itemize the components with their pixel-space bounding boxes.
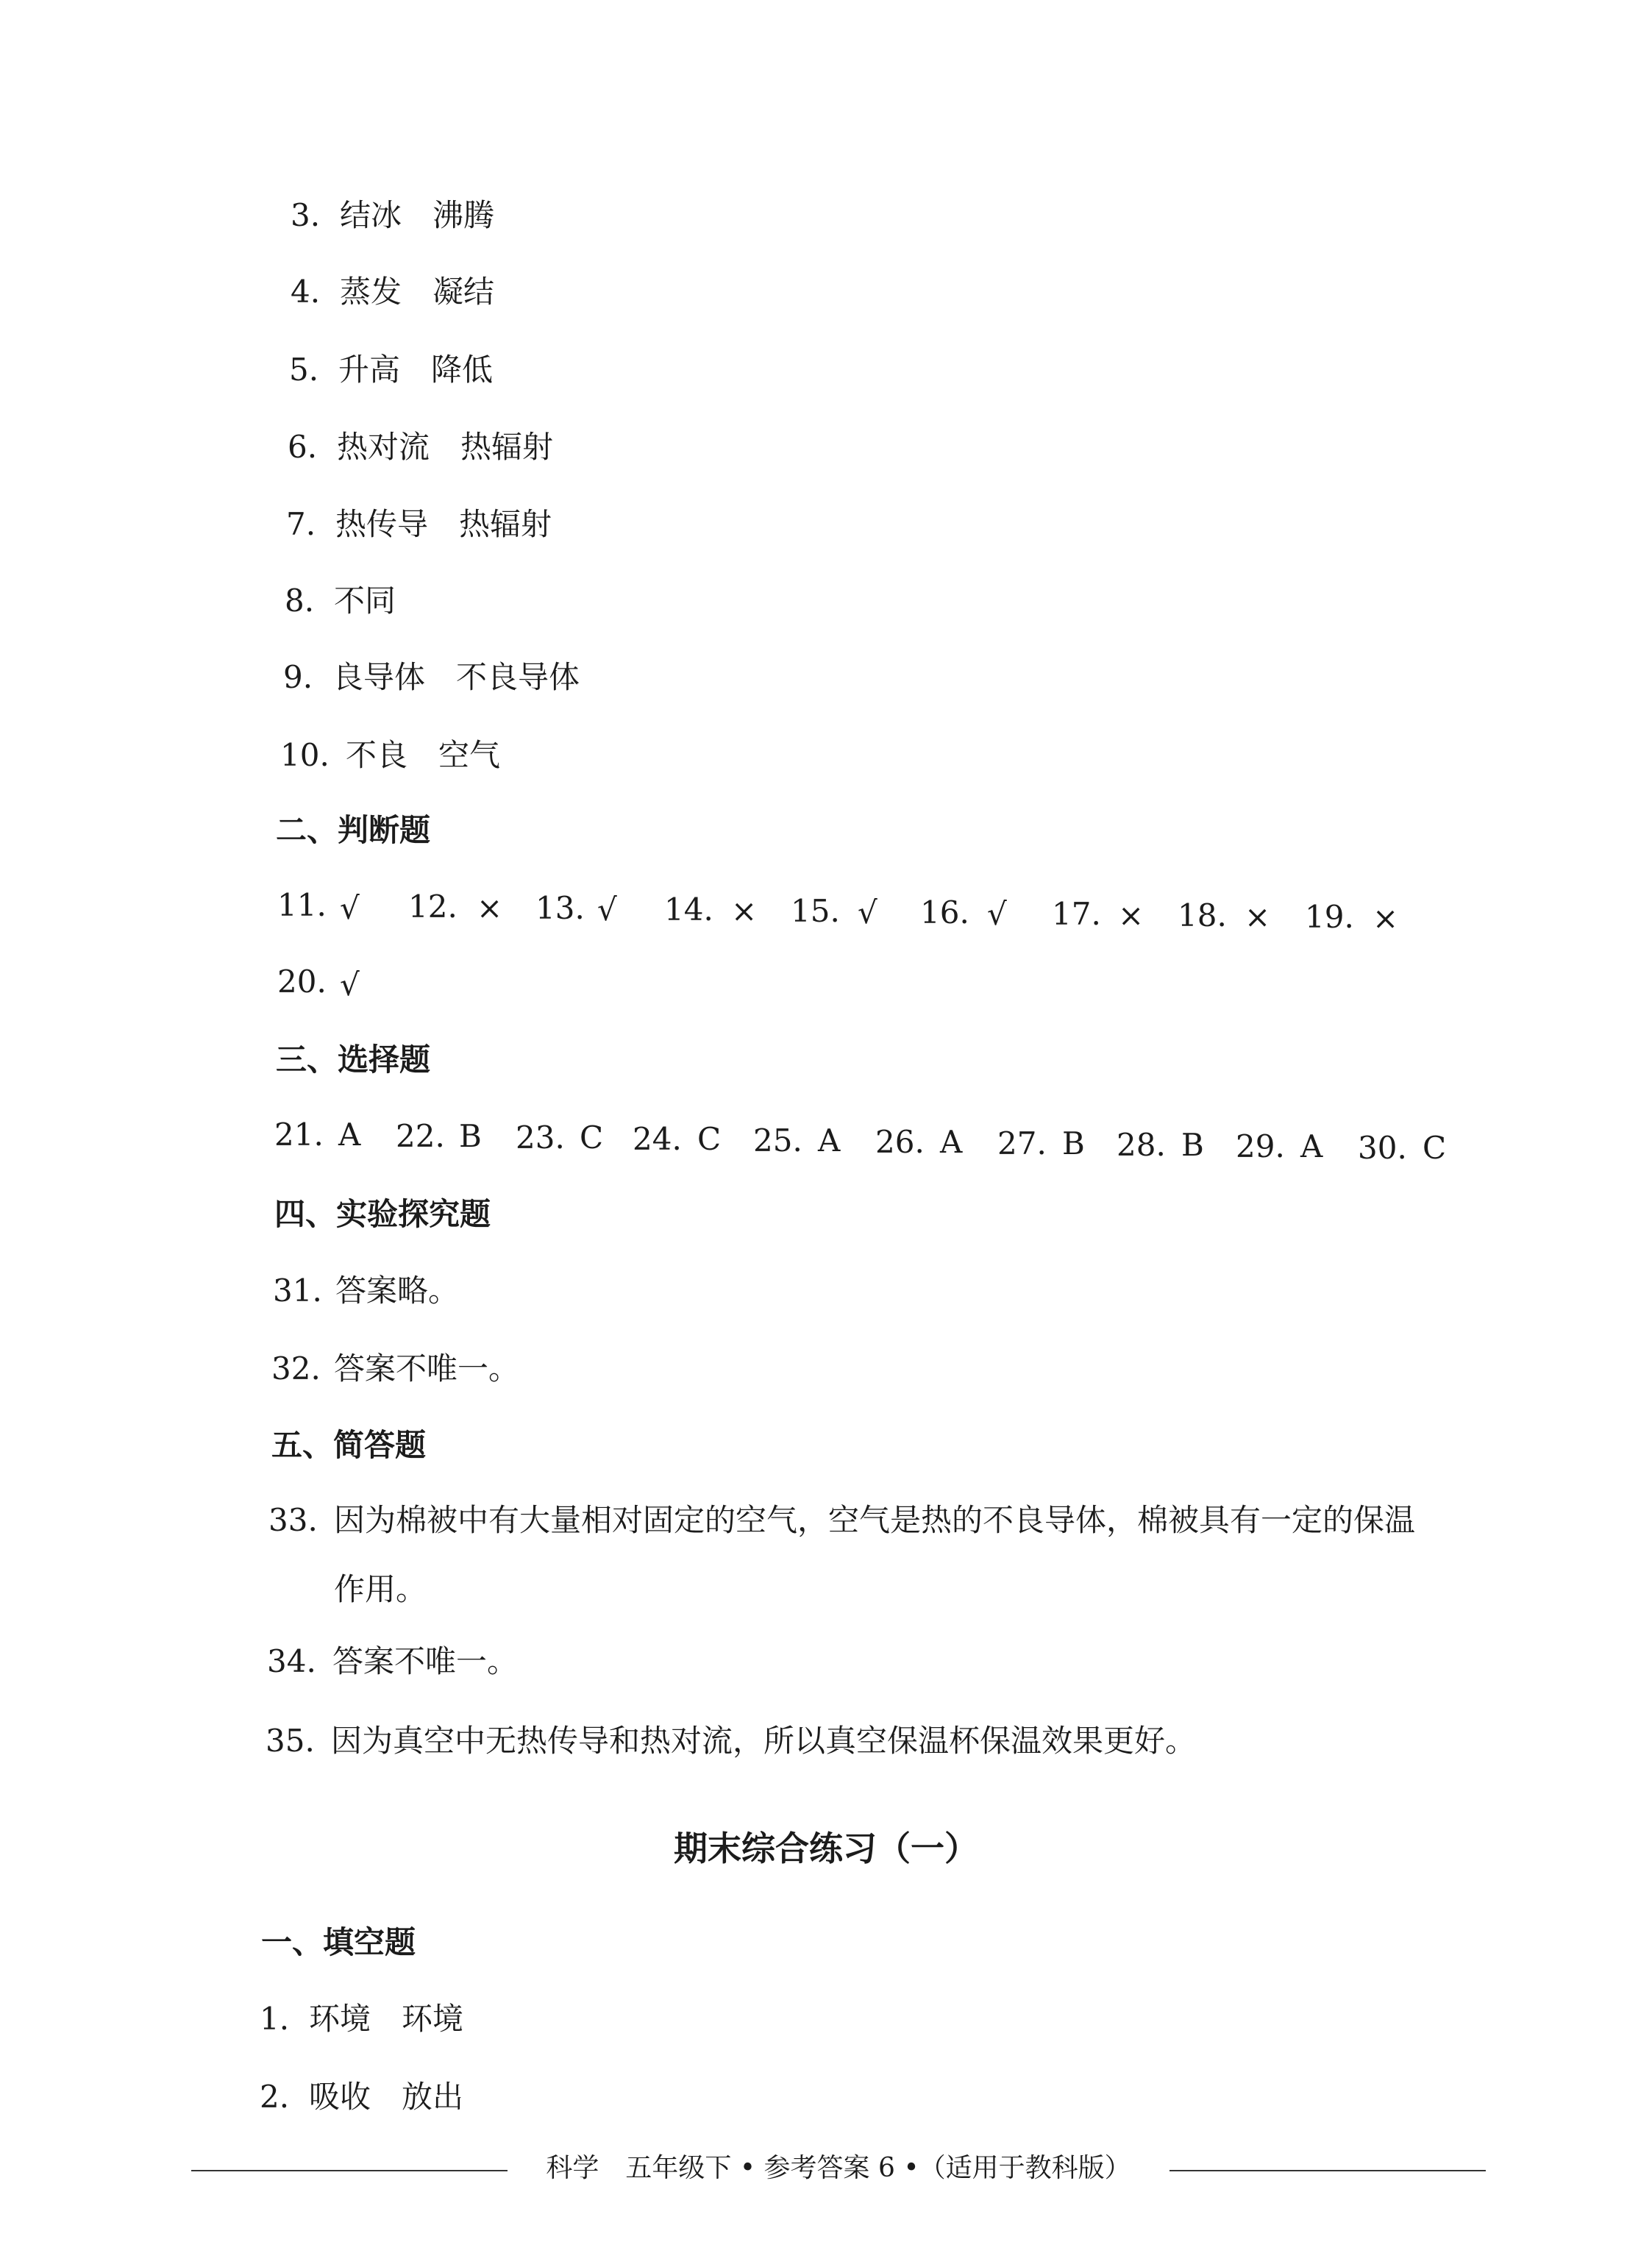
- item-text: 答案不唯一。: [332, 1643, 519, 1679]
- judge-num: 17.: [1052, 896, 1101, 932]
- item-num: 35.: [266, 1723, 315, 1759]
- item-num: 1.: [260, 2001, 290, 2037]
- item-text: 良导体 不良导体: [332, 659, 580, 695]
- choice-num: 24.: [633, 1121, 682, 1157]
- item-text: 吸收 放出: [309, 2079, 464, 2115]
- judge-answer: √: [987, 896, 1007, 932]
- item-text-continued: 作用。: [334, 1571, 427, 1607]
- section-heading-short: 五、简答题: [271, 1427, 427, 1463]
- item-text: 不同: [334, 583, 396, 619]
- choice-num: 27.: [997, 1125, 1047, 1161]
- item-num: 3.: [291, 197, 321, 233]
- choice-answer: C: [580, 1120, 604, 1156]
- item-text: 环境 环境: [309, 2001, 464, 2037]
- choice-num: 23.: [516, 1120, 565, 1156]
- item-text: 热传导 热辐射: [335, 506, 552, 542]
- choice-num: 25.: [753, 1122, 802, 1159]
- judge-num: 19.: [1305, 899, 1354, 935]
- section-heading-choice: 三、选择题: [276, 1042, 431, 1078]
- footer-text: 科学 五年级下 • 参考答案 6 •（适用于教科版）: [508, 2155, 1169, 2182]
- judge-num: 16.: [920, 894, 969, 930]
- choice-answer: A: [818, 1122, 841, 1159]
- item-num: 5.: [289, 352, 319, 388]
- item-text: 答案不唯一。: [334, 1350, 520, 1387]
- judge-num: 13.: [535, 890, 585, 926]
- item-text: 因为真空中无热传导和热对流，所以真空保温杯保温效果更好。: [331, 1723, 1197, 1759]
- item-num: 31.: [273, 1273, 322, 1309]
- item-num: 8.: [285, 583, 315, 619]
- choice-num: 26.: [875, 1124, 925, 1160]
- judge-answer: ×: [1245, 899, 1271, 935]
- footer-rule-right: [1169, 2170, 1486, 2171]
- item-text: 升高 降低: [338, 352, 494, 388]
- choice-answer: A: [940, 1124, 963, 1160]
- judge-num: 18.: [1178, 897, 1227, 933]
- choice-num: 29.: [1236, 1128, 1285, 1164]
- section-heading-judge: 二、判断题: [276, 812, 431, 848]
- item-num: 2.: [260, 2079, 290, 2115]
- choice-answer: A: [338, 1117, 361, 1153]
- item-num: 33.: [268, 1502, 318, 1538]
- item-num: 10.: [280, 737, 330, 773]
- judge-answer: ×: [1118, 897, 1144, 933]
- footer-rule-left: [191, 2170, 508, 2171]
- item-num: 4.: [291, 274, 321, 310]
- judge-num: 20.: [277, 964, 327, 1000]
- item-text: 热对流 热辐射: [337, 429, 554, 465]
- judge-answer: ×: [731, 893, 758, 929]
- choice-answer: A: [1300, 1128, 1323, 1164]
- item-text: 答案略。: [335, 1273, 460, 1309]
- judge-answer: ×: [477, 890, 503, 926]
- item-num: 9.: [283, 659, 313, 695]
- judge-answer: √: [858, 894, 877, 930]
- item-num: 6.: [288, 429, 318, 465]
- choice-answer: B: [459, 1118, 482, 1154]
- page-footer: [191, 2155, 1486, 2185]
- judge-num: 11.: [277, 887, 327, 923]
- judge-answer: ×: [1372, 900, 1399, 936]
- choice-answer: C: [1423, 1130, 1447, 1166]
- choice-answer: B: [1181, 1127, 1204, 1163]
- choice-num: 30.: [1358, 1130, 1407, 1166]
- item-text: 结冰 沸腾: [340, 197, 495, 233]
- judge-answer: √: [597, 892, 617, 928]
- choice-num: 28.: [1117, 1127, 1166, 1163]
- judge-num: 15.: [791, 893, 840, 929]
- judge-answer: √: [340, 890, 360, 926]
- item-text: 蒸发 凝结: [340, 274, 495, 310]
- page-title: 期末综合练习（一）: [674, 1829, 978, 1868]
- choice-answer: C: [697, 1121, 722, 1157]
- item-num: 34.: [267, 1643, 316, 1679]
- choice-num: 22.: [396, 1118, 445, 1154]
- section-heading-experiment: 四、实验探究题: [274, 1196, 491, 1232]
- judge-num: 14.: [664, 892, 713, 928]
- item-text: 不良 空气: [346, 737, 501, 773]
- item-num: 7.: [286, 506, 316, 542]
- judge-answer: √: [340, 967, 360, 1003]
- choice-answer: B: [1062, 1125, 1085, 1161]
- section-heading-fill: 一、填空题: [261, 1924, 416, 1960]
- choice-num: 21.: [274, 1117, 324, 1153]
- item-text: 因为棉被中有大量相对固定的空气，空气是热的不良导体，棉被具有一定的保温: [334, 1502, 1416, 1538]
- item-num: 32.: [271, 1350, 321, 1387]
- judge-num: 12.: [408, 889, 457, 925]
